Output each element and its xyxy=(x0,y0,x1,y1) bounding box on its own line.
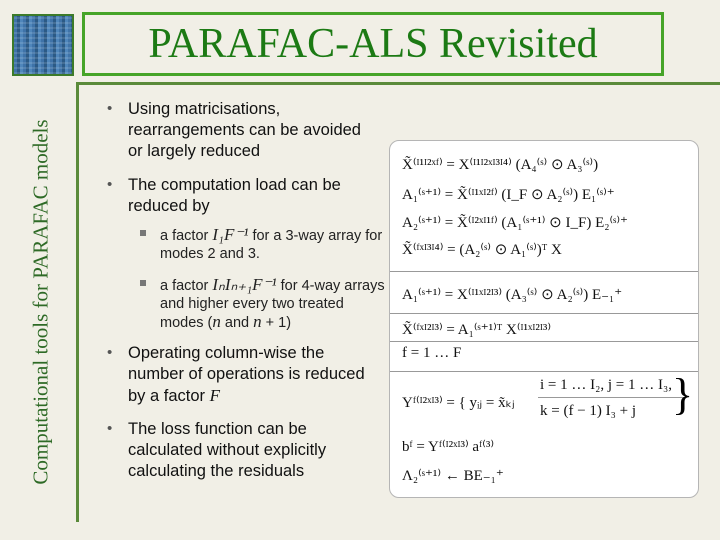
square-bullet-icon xyxy=(140,230,146,236)
vertical-rule xyxy=(76,82,79,522)
sidebar xyxy=(0,82,82,522)
equation-x-tilde-transpose: X̃⁽ᶠˣᴵ²ᴵ³⁾ = A₁⁽ˢ⁺¹⁾ᵀ X⁽ᴵ¹ˣᴵ²ᴵ³⁾ xyxy=(402,322,552,338)
equation-case-divider xyxy=(538,397,686,398)
slide-title: PARAFAC-ALS Revisited xyxy=(148,21,598,67)
logo xyxy=(12,14,74,76)
equation-divider xyxy=(390,313,698,314)
equation-k-definition: k = (f − 1) I₃ + j xyxy=(540,403,637,419)
equation-x-tilde-f: X̃⁽ᶠˣᴵ³ᴵ⁴⁾ = (A₂⁽ˢ⁾ ⊙ A₁⁽ˢ⁾)ᵀ X xyxy=(402,242,562,258)
sub-bullet-4way: a factor IₙIₙ₊₁F⁻¹ for 4-way arrays and higher every two treated modes (n and n + 1) xyxy=(160,276,390,332)
equation-a1-update-4way: A₁⁽ˢ⁺¹⁾ = X̃⁽ᴵ¹ˣᴵ²ᶠ⁾ (I_F ⊙ A₂⁽ˢ⁾) E₁⁽ˢ⁾⁺ xyxy=(402,187,615,203)
equation-divider xyxy=(390,271,698,272)
bullet-dot-icon: • xyxy=(107,176,113,193)
sub-bullet-3way: a factor I₁F⁻¹ for a 3-way array for modes 2 and 3. xyxy=(160,226,385,263)
equation-lambda-update: Λ₂⁽ˢ⁺¹⁾ ← BE₋₁⁺ xyxy=(402,468,504,484)
equation-b-f: bᶠ = Yᶠ⁽ᴵ²ˣᴵ³⁾ aᶠ⁽³⁾ xyxy=(402,439,495,455)
horizontal-rule xyxy=(76,82,720,85)
equation-index-ranges: i = 1 … I₂, j = 1 … I₃, xyxy=(540,377,672,393)
equation-x-tilde-4way: X̃⁽ᴵ¹ᴵ²ˣᶠ⁾ = X⁽ᴵ¹ᴵ²ˣᴵ³ᴵ⁴⁾ (A₄⁽ˢ⁾ ⊙ A₃⁽ˢ⁾) xyxy=(402,157,599,173)
bullet-loss-function: • The loss function can be calculated without explicitly calculating the residuals xyxy=(107,420,327,480)
right-brace-icon: } xyxy=(672,370,694,419)
sidebar-title: Computational tools for PARAFAC models xyxy=(28,119,53,485)
bullet-dot-icon: • xyxy=(107,344,113,361)
bullet-computation-load: • The computation load can be reduced by xyxy=(107,176,341,215)
equation-divider xyxy=(390,371,698,372)
bullet-dot-icon: • xyxy=(107,100,113,117)
equation-divider xyxy=(390,341,698,342)
equation-a1-update-3way: A₁⁽ˢ⁺¹⁾ = X⁽ᴵ¹ˣᴵ²ᴵ³⁾ (A₃⁽ˢ⁾ ⊙ A₂⁽ˢ⁾) E₋₁⁺ xyxy=(402,287,623,303)
equations-panel xyxy=(389,140,699,498)
square-bullet-icon xyxy=(140,280,146,286)
bullet-dot-icon: • xyxy=(107,420,113,437)
bullet-column-wise: • Operating column-wise the number of operations is reduced by a factor F xyxy=(107,344,365,405)
title-box xyxy=(82,12,664,76)
equation-y-definition: Yᶠ⁽ᴵ²ˣᴵ³⁾ = { yᵢⱼ = x̃ₖⱼ xyxy=(402,395,515,411)
bullet-matricisations: • Using matricisations, rearrangements can be avoided or largely reduced xyxy=(107,100,361,160)
equation-a2-update-4way: A₂⁽ˢ⁺¹⁾ = X̃⁽ᴵ²ˣᴵ¹ᶠ⁾ (A₁⁽ˢ⁺¹⁾ ⊙ I_F) E₂⁽ˢ⁾⁺ xyxy=(402,215,628,231)
equation-f-range: f = 1 … F xyxy=(402,345,462,361)
